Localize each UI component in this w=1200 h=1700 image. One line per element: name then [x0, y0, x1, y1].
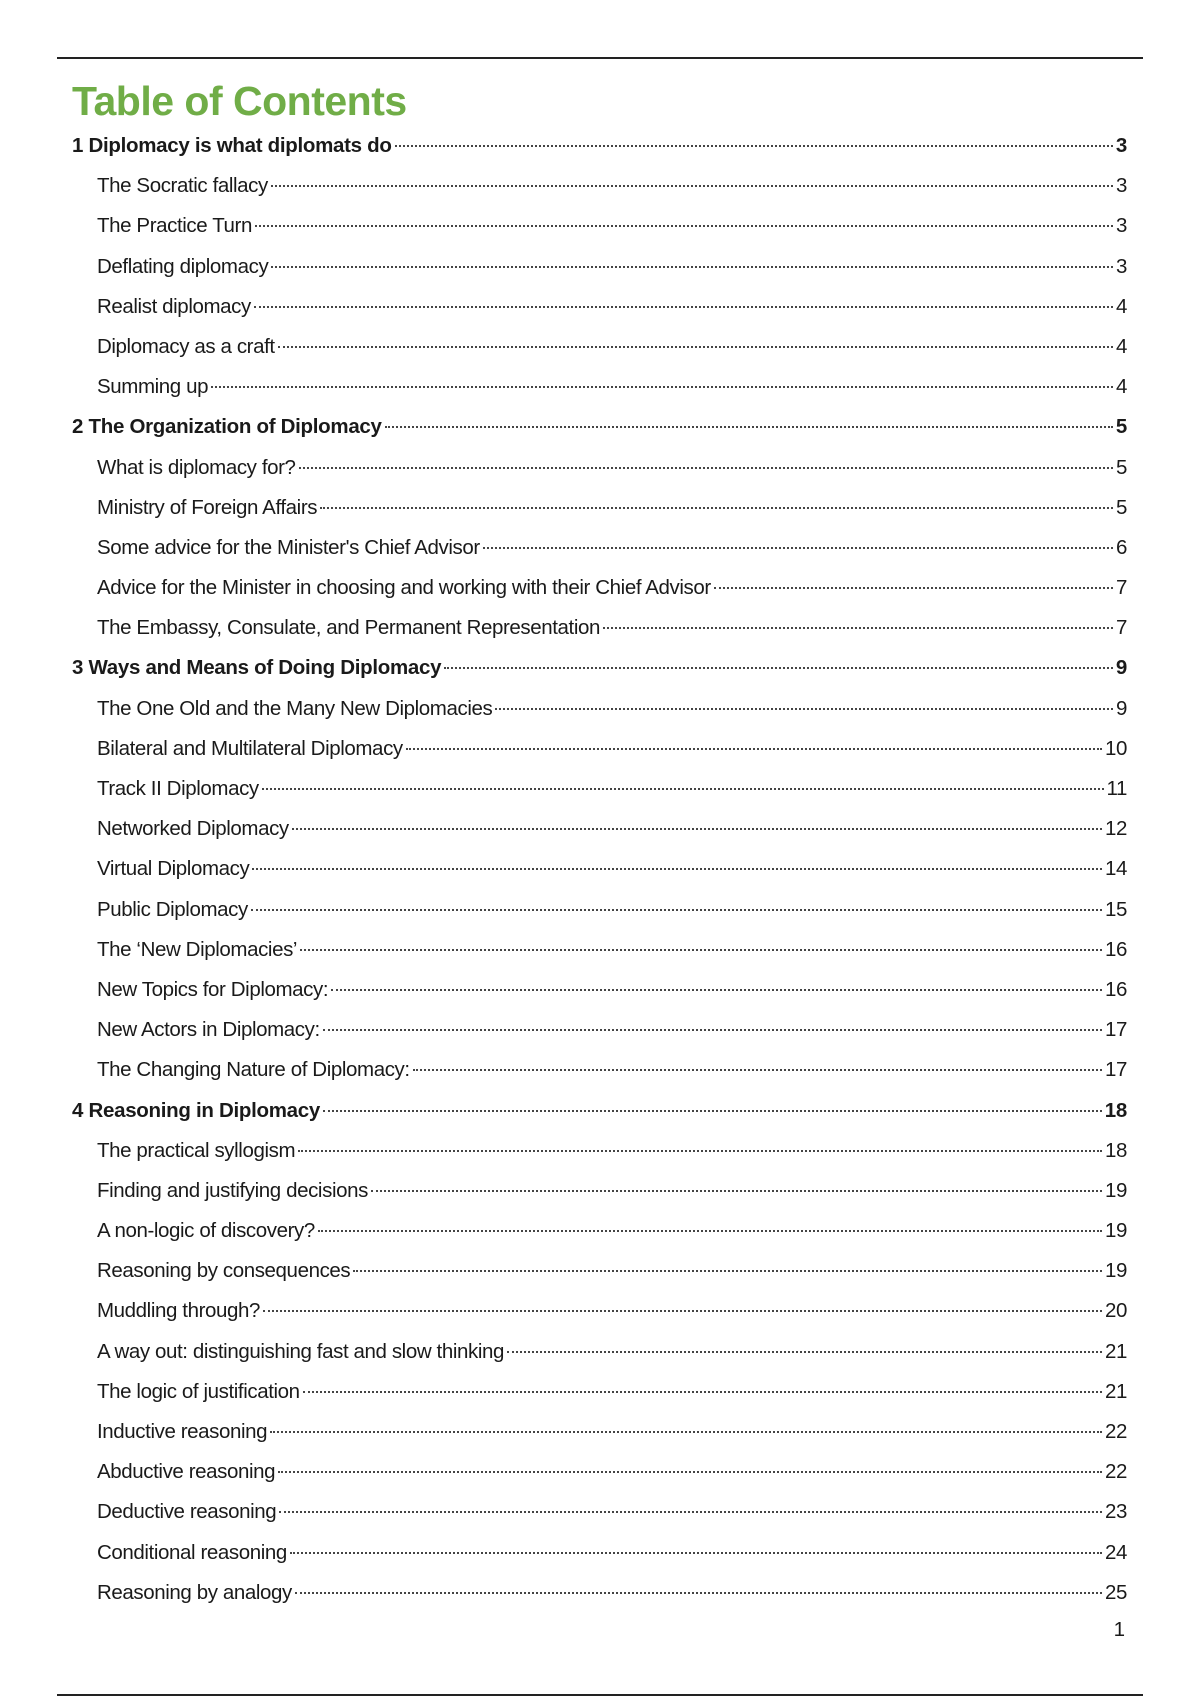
toc-entry-page: 7	[1115, 576, 1127, 600]
footer-rule	[57, 1694, 1143, 1696]
dot-leader	[278, 1471, 1102, 1473]
toc-entry-page: 22	[1104, 1460, 1127, 1484]
toc-entry-title: The Embassy, Consulate, and Permanent Representation	[97, 616, 601, 640]
toc-entry-page: 3	[1115, 174, 1127, 198]
toc-section-entry[interactable]	[72, 1533, 1127, 1573]
dot-leader	[295, 1592, 1102, 1594]
toc-entry-page: 5	[1115, 455, 1127, 479]
toc-entry-title: New Topics for Diplomacy:	[97, 977, 329, 1001]
toc-section-entry[interactable]	[72, 849, 1127, 889]
header-rule	[57, 57, 1143, 59]
dot-leader	[298, 1150, 1102, 1152]
toc-section-entry[interactable]	[72, 1050, 1127, 1090]
toc-section-entry[interactable]	[72, 1251, 1127, 1291]
dot-leader	[254, 306, 1113, 308]
toc-entry-title: Deflating diplomacy	[97, 254, 269, 278]
toc-entry-title: 4 Reasoning in Diplomacy	[72, 1098, 320, 1122]
dot-leader	[444, 667, 1113, 669]
dot-leader	[271, 185, 1113, 187]
dot-leader	[603, 627, 1113, 629]
toc-entry-title: Networked Diplomacy	[97, 817, 289, 841]
toc-section-entry[interactable]	[72, 930, 1127, 970]
toc-entry-page: 21	[1104, 1339, 1127, 1363]
toc-entry-page: 15	[1104, 897, 1127, 921]
dot-leader	[331, 989, 1102, 991]
dot-leader	[262, 788, 1104, 790]
toc-entry-title: Track II Diplomacy	[97, 777, 259, 800]
toc-entry-page: 5	[1115, 495, 1127, 519]
dot-leader	[318, 1230, 1102, 1232]
toc-section-entry[interactable]	[72, 608, 1127, 648]
toc-section-entry[interactable]	[72, 327, 1127, 367]
toc-entry-title: Finding and justifying decisions	[97, 1178, 368, 1202]
toc-section-entry[interactable]	[72, 809, 1127, 849]
toc-chapter-entry[interactable]	[72, 407, 1127, 447]
toc-entry-title: Diplomacy as a craft	[97, 334, 275, 358]
toc-entry-page: 4	[1115, 294, 1127, 318]
toc-entry-title: Muddling through?	[97, 1299, 261, 1323]
toc-entry-page: 24	[1104, 1540, 1127, 1564]
toc-section-entry[interactable]	[72, 1573, 1127, 1613]
dot-leader	[320, 507, 1113, 509]
toc-entry-title: 1 Diplomacy is what diplomats do	[72, 134, 392, 157]
toc-entry-page: 16	[1104, 937, 1127, 961]
toc-entry-title: Ministry of Foreign Affairs	[97, 495, 318, 519]
toc-entry-title: Summing up	[97, 375, 209, 399]
toc-title: Table of Contents	[72, 78, 407, 124]
toc-entry-title: The Socratic fallacy	[97, 174, 268, 198]
dot-leader	[278, 346, 1113, 348]
toc-section-entry[interactable]	[72, 448, 1127, 488]
toc-section-entry[interactable]	[72, 367, 1127, 407]
toc-entry-page: 16	[1104, 977, 1127, 1001]
toc-entry-title: 3 Ways and Means of Doing Diplomacy	[72, 656, 442, 680]
toc-chapter-entry[interactable]	[72, 1091, 1127, 1131]
toc-entry-page: 11	[1106, 777, 1127, 800]
toc-entry-title: Reasoning by consequences	[97, 1259, 351, 1283]
dot-leader	[406, 748, 1102, 750]
dot-leader	[507, 1351, 1102, 1353]
toc-section-entry[interactable]	[72, 1492, 1127, 1532]
toc-entry-title: Abductive reasoning	[97, 1460, 276, 1484]
dot-leader	[252, 868, 1102, 870]
dot-leader	[251, 909, 1102, 911]
toc-entry-page: 14	[1104, 857, 1127, 881]
page-number: 1	[1113, 1618, 1125, 1641]
toc-entry-page: 19	[1104, 1219, 1127, 1243]
toc-entry-page: 19	[1104, 1259, 1127, 1283]
dot-leader	[413, 1069, 1102, 1071]
dot-leader	[495, 708, 1113, 710]
dot-leader	[323, 1110, 1102, 1112]
dot-leader	[371, 1190, 1102, 1192]
toc-section-entry[interactable]	[72, 1131, 1127, 1171]
toc-entry-title: The ‘New Diplomacies’	[97, 937, 298, 961]
dot-leader	[385, 426, 1113, 428]
toc-entry-page: 22	[1104, 1420, 1127, 1443]
toc-entry-page: 3	[1115, 134, 1127, 157]
toc-section-entry[interactable]	[72, 1010, 1127, 1050]
toc-entry-title: New Actors in Diplomacy:	[97, 1018, 320, 1042]
dot-leader	[290, 1552, 1102, 1554]
toc-entry-title: Reasoning by analogy	[97, 1580, 292, 1604]
toc-entry-page: 18	[1104, 1138, 1127, 1162]
toc-entry-title: A non-logic of discovery?	[97, 1219, 315, 1243]
toc-section-entry[interactable]	[72, 1291, 1127, 1331]
toc-entry-page: 6	[1115, 535, 1127, 559]
toc-entry-page: 17	[1104, 1058, 1127, 1082]
toc-entry-title: Inductive reasoning	[97, 1420, 268, 1443]
toc-entry-title: The Practice Turn	[97, 214, 252, 238]
dot-leader	[395, 145, 1113, 147]
toc-section-entry[interactable]	[72, 528, 1127, 568]
toc-entry-page: 10	[1104, 736, 1127, 760]
dot-leader	[353, 1270, 1102, 1272]
toc-entry-page: 7	[1115, 616, 1127, 640]
dot-leader	[299, 467, 1113, 469]
toc-entry-page: 3	[1115, 254, 1127, 278]
toc-entry-title: Public Diplomacy	[97, 897, 248, 921]
toc-entry-title: Conditional reasoning	[97, 1540, 287, 1564]
toc-entry-page: 3	[1115, 214, 1127, 238]
dot-leader	[483, 547, 1113, 549]
toc-entry-page: 19	[1104, 1178, 1127, 1202]
toc-entry-title: Advice for the Minister in choosing and working with their Chief Advisor	[97, 576, 711, 600]
dot-leader	[270, 1431, 1102, 1433]
toc-entry-title: Virtual Diplomacy	[97, 857, 250, 881]
toc-entry-title: The practical syllogism	[97, 1138, 296, 1162]
toc-entry-title: Bilateral and Multilateral Diplomacy	[97, 736, 403, 760]
toc-section-entry[interactable]	[72, 568, 1127, 608]
toc-section-entry[interactable]	[72, 287, 1127, 327]
toc-entry-page: 23	[1104, 1500, 1127, 1524]
toc-section-entry[interactable]	[72, 247, 1127, 287]
toc-section-entry[interactable]	[72, 1211, 1127, 1251]
toc-entry-title: Realist diplomacy	[97, 294, 251, 318]
dot-leader	[271, 266, 1113, 268]
toc-entry-page: 18	[1104, 1098, 1127, 1122]
toc-entry-title: Deductive reasoning	[97, 1500, 277, 1524]
toc-entry-title: The logic of justification	[97, 1379, 300, 1403]
dot-leader	[263, 1310, 1102, 1312]
toc-section-entry[interactable]	[72, 1332, 1127, 1372]
toc-section-entry[interactable]	[72, 1412, 1127, 1452]
toc-entry-page: 4	[1115, 334, 1127, 358]
toc-entry-page: 17	[1104, 1018, 1127, 1042]
toc-list	[72, 126, 1127, 1613]
toc-chapter-entry[interactable]	[72, 126, 1127, 166]
dot-leader	[323, 1029, 1102, 1031]
toc-section-entry[interactable]	[72, 689, 1127, 729]
toc-section-entry[interactable]	[72, 166, 1127, 206]
dot-leader	[279, 1511, 1102, 1513]
toc-entry-title: A way out: distinguishing fast and slow thinking	[97, 1339, 504, 1363]
toc-chapter-entry[interactable]	[72, 648, 1127, 688]
toc-entry-page: 5	[1115, 415, 1127, 439]
toc-section-entry[interactable]	[72, 1171, 1127, 1211]
toc-section-entry[interactable]	[72, 729, 1127, 769]
toc-entry-page: 21	[1104, 1379, 1127, 1403]
toc-section-entry[interactable]	[72, 890, 1127, 930]
toc-entry-title: Some advice for the Minister's Chief Advisor	[97, 535, 480, 559]
toc-entry-page: 25	[1104, 1580, 1127, 1604]
toc-entry-page: 9	[1115, 696, 1127, 720]
toc-entry-title: What is diplomacy for?	[97, 455, 296, 479]
dot-leader	[292, 828, 1102, 830]
toc-entry-page: 4	[1115, 375, 1127, 399]
toc-section-entry[interactable]	[72, 970, 1127, 1010]
toc-entry-title: The Changing Nature of Diplomacy:	[97, 1058, 410, 1082]
toc-section-entry[interactable]	[72, 206, 1127, 246]
toc-section-entry[interactable]	[72, 488, 1127, 528]
toc-entry-page: 20	[1104, 1299, 1127, 1323]
toc-entry-page: 9	[1115, 656, 1127, 680]
dot-leader	[300, 949, 1102, 951]
dot-leader	[303, 1391, 1102, 1393]
dot-leader	[255, 225, 1113, 227]
toc-section-entry[interactable]	[72, 1372, 1127, 1412]
toc-section-entry[interactable]	[72, 1452, 1127, 1492]
dot-leader	[211, 386, 1113, 388]
toc-entry-title: The One Old and the Many New Diplomacies	[97, 696, 493, 720]
toc-section-entry[interactable]	[72, 769, 1127, 809]
toc-entry-title: 2 The Organization of Diplomacy	[72, 415, 382, 439]
toc-entry-page: 12	[1104, 817, 1127, 841]
dot-leader	[714, 587, 1113, 589]
